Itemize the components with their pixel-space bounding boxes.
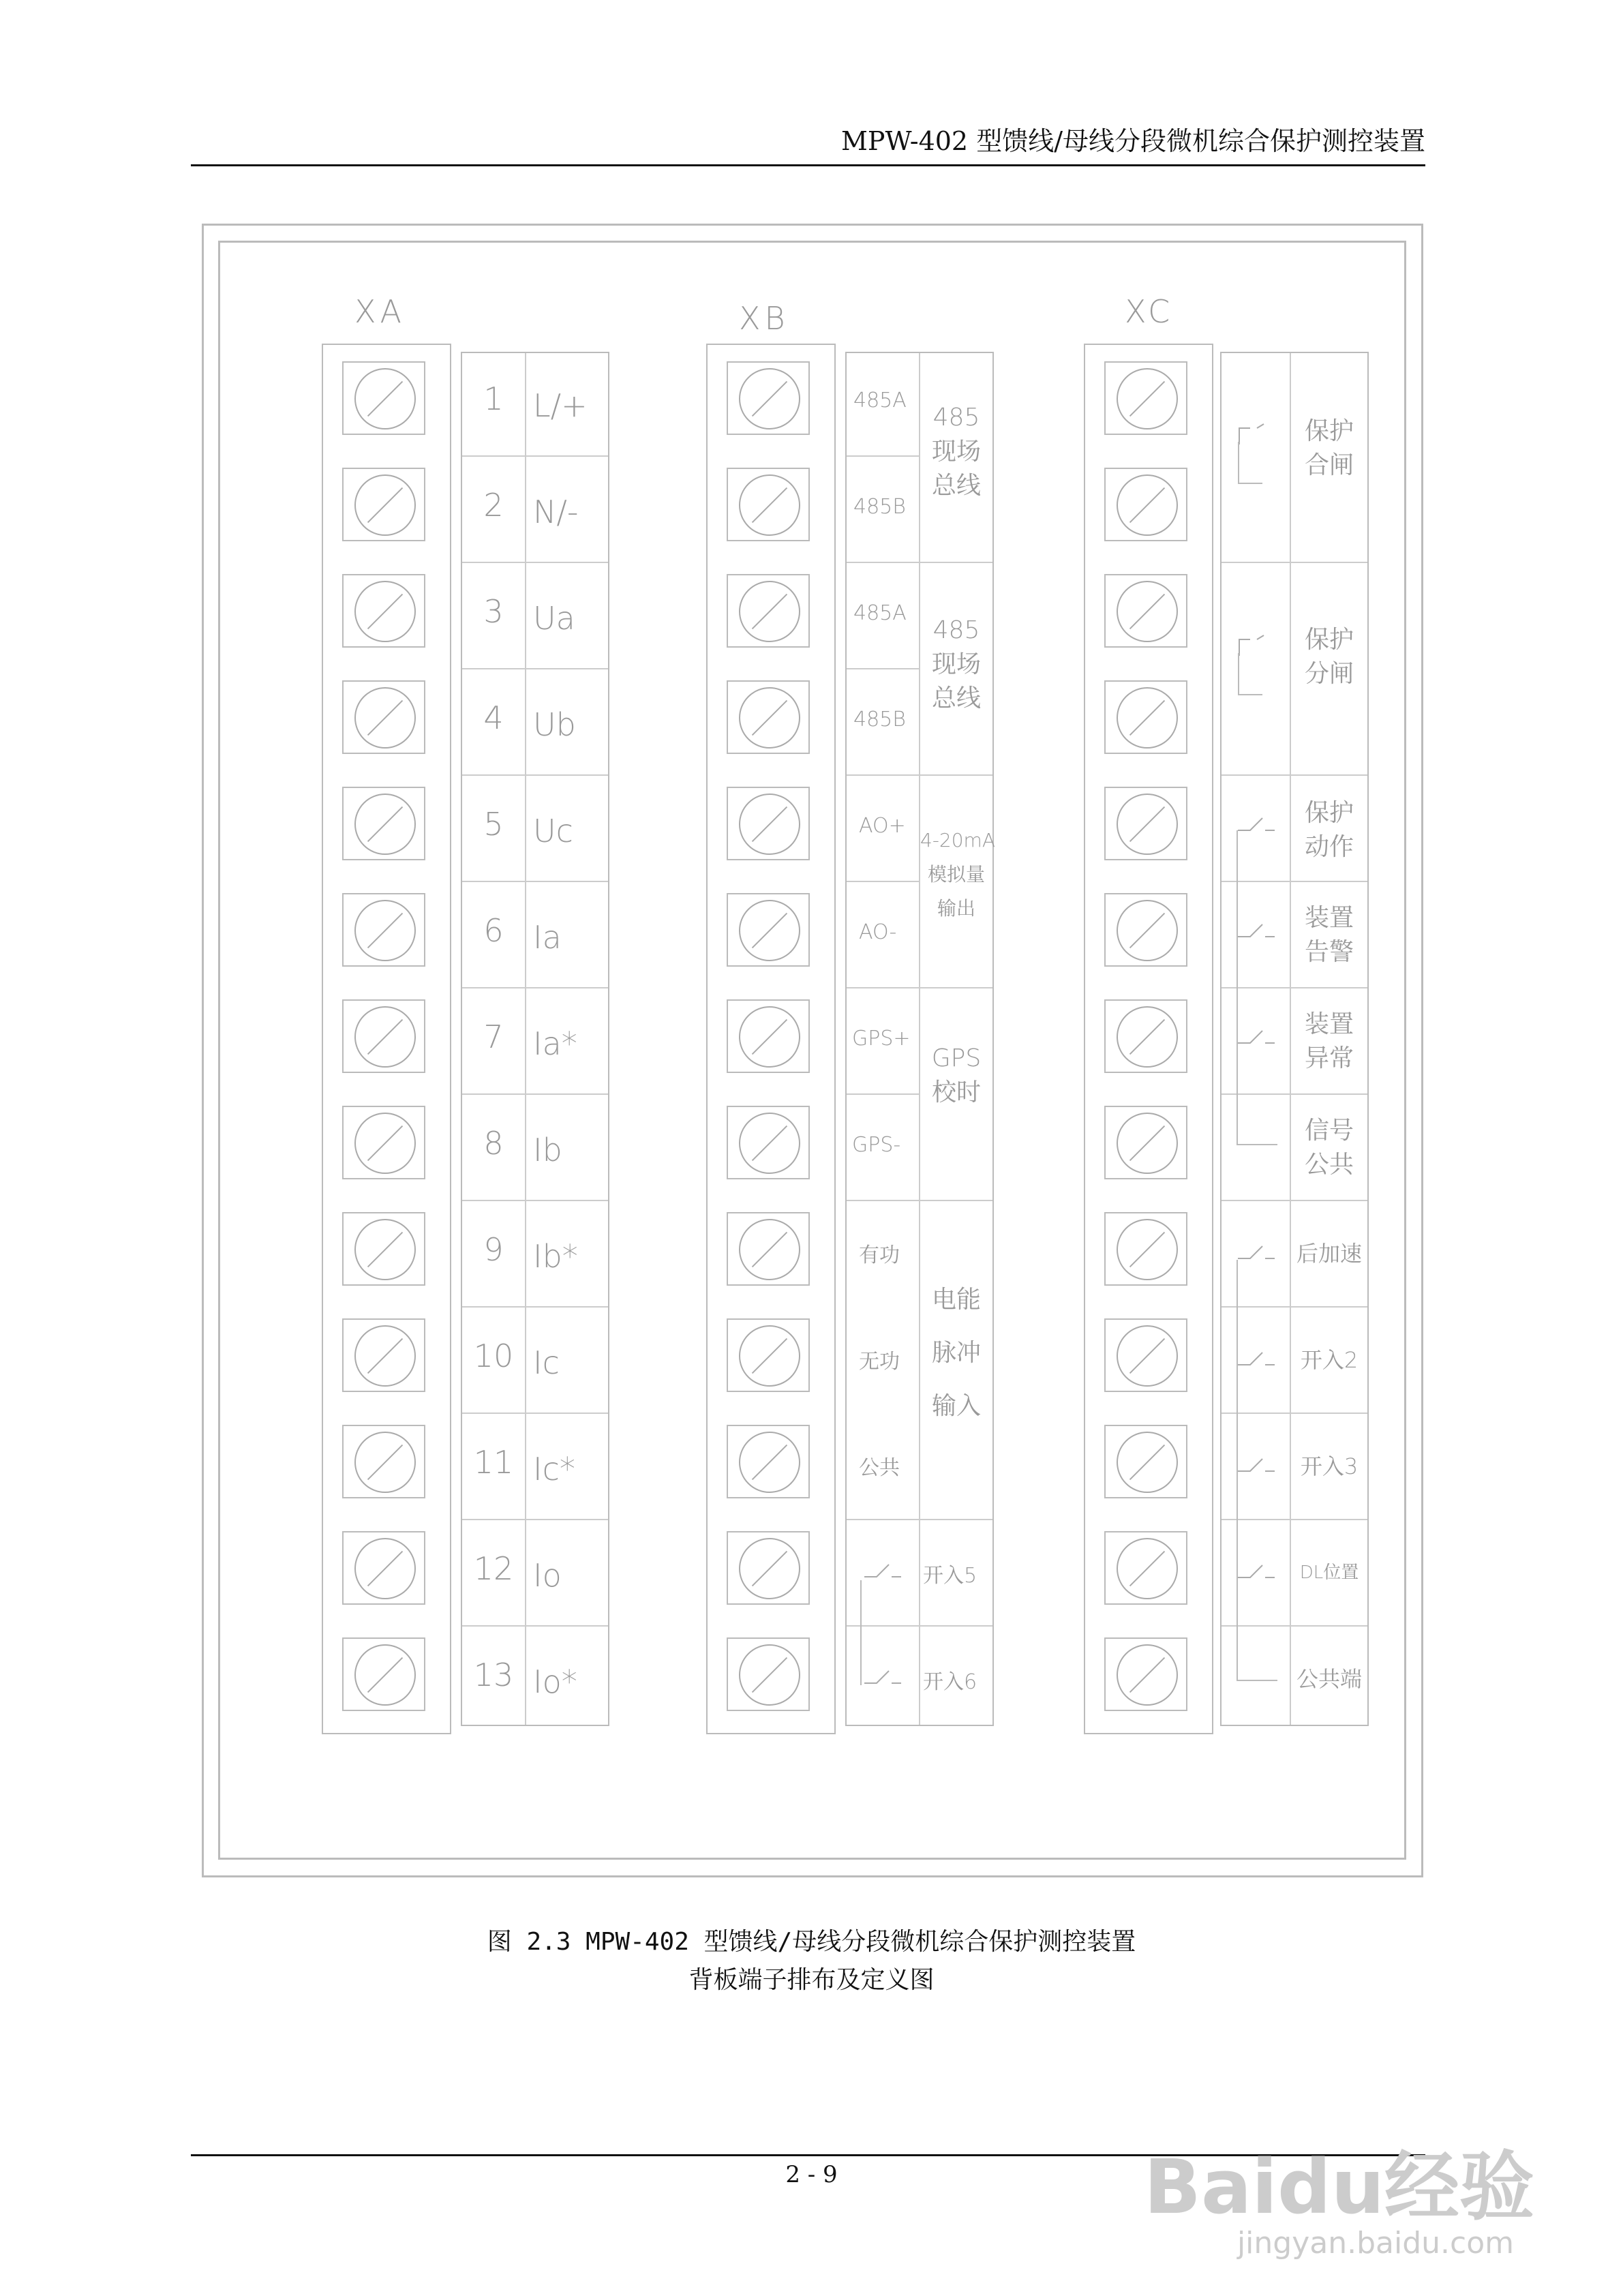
terminal-signal: 485A (853, 601, 907, 625)
screw-icon (739, 368, 800, 429)
group-label: 电能 脉冲 输入 (931, 1286, 981, 1420)
terminal-screw (1104, 1637, 1187, 1711)
signal-label: DL位置 (1299, 1562, 1359, 1583)
screw-icon (354, 1325, 416, 1387)
terminal-signal: 有功 (859, 1243, 900, 1267)
terminal-screw (727, 787, 810, 860)
xa-title: XA (354, 293, 406, 330)
screw-icon (1117, 687, 1178, 749)
terminal-screw (727, 999, 810, 1073)
xa-screw-column (322, 344, 451, 1734)
terminal-screw (342, 893, 425, 967)
screw-icon (739, 687, 800, 749)
terminal-signal: Ua (533, 600, 575, 637)
terminal-screw (727, 1212, 810, 1286)
terminal-screw (1104, 1318, 1187, 1392)
terminal-screw (1104, 680, 1187, 754)
relay-contact-icon (1235, 810, 1276, 837)
screw-icon (354, 1432, 416, 1493)
screw-icon (354, 368, 416, 429)
group-label: GPS 校时 (931, 1044, 982, 1106)
terminal-screw (1104, 787, 1187, 860)
screw-icon (354, 900, 416, 961)
terminal-signal: Ic* (533, 1451, 575, 1487)
terminal-signal: Io (533, 1557, 562, 1594)
screw-icon (739, 581, 800, 642)
screw-icon (739, 1113, 800, 1174)
signal-label: 装置 异常 (1304, 1010, 1354, 1072)
signal-label: 后加速 (1296, 1241, 1362, 1267)
screw-icon (1117, 1644, 1178, 1706)
terminal-signal: Ib* (533, 1238, 578, 1275)
screw-icon (354, 687, 416, 749)
terminal-signal: AO- (859, 920, 897, 944)
screw-icon (354, 794, 416, 855)
terminal-screw (727, 680, 810, 754)
terminal-signal: 485A (853, 389, 907, 412)
terminal-number: 11 (473, 1444, 514, 1481)
terminal-screw (342, 574, 425, 648)
terminal-screw (727, 574, 810, 648)
terminal-screw (342, 1212, 425, 1286)
page-header (191, 119, 1425, 166)
signal-label: 信号 公共 (1304, 1117, 1354, 1179)
terminal-signal: 开入6 (923, 1670, 977, 1694)
xb-screw-column (706, 344, 836, 1734)
terminal-screw (1104, 893, 1187, 967)
terminal-signal: Ib (533, 1132, 562, 1168)
terminal-signal: Ub (533, 706, 576, 743)
screw-icon (1117, 794, 1178, 855)
terminal-signal: Ia* (533, 1025, 577, 1062)
group-label: 485 现场 总线 (931, 616, 981, 712)
terminal-signal: AO+ (859, 814, 906, 838)
xa-label-column (461, 352, 609, 1726)
group-label: 4-20mA 模拟量 输出 (920, 829, 995, 920)
terminal-screw (342, 468, 425, 541)
terminal-number: 12 (473, 1550, 514, 1587)
terminal-screw (727, 1318, 810, 1392)
terminal-number: 13 (473, 1657, 514, 1693)
watermark-logo: Baidu经验 (1144, 2143, 1534, 2231)
terminal-signal: 485B (853, 708, 906, 731)
terminal-number: 7 (483, 1018, 504, 1055)
terminal-signal: 485B (853, 495, 906, 519)
signal-label: 保护 分闸 (1304, 626, 1354, 688)
terminal-screw (727, 1531, 810, 1605)
signal-label: 保护 合闸 (1304, 417, 1354, 479)
terminal-number: 6 (483, 912, 504, 949)
relay-contact-icon (1235, 916, 1276, 943)
terminal-screw (342, 1531, 425, 1605)
terminal-screw (1104, 1425, 1187, 1498)
terminal-number: 1 (483, 380, 504, 417)
terminal-number: 9 (483, 1231, 504, 1268)
terminal-screw (1104, 361, 1187, 435)
screw-icon (739, 1432, 800, 1493)
terminal-screw (1104, 999, 1187, 1073)
terminal-screw (342, 999, 425, 1073)
terminal-screw (342, 1106, 425, 1179)
relay-contact-icon (1235, 1238, 1276, 1265)
figure-caption-line2: 背板端子排布及定义图 (688, 1966, 935, 1994)
terminal-screw (1104, 468, 1187, 541)
screw-icon (739, 794, 800, 855)
xc-title: XC (1125, 293, 1174, 330)
signal-label: 保护 动作 (1304, 799, 1354, 861)
switch-contact-icon (862, 1663, 902, 1690)
terminal-signal: GPS+ (852, 1027, 911, 1051)
terminal-number: 4 (483, 699, 504, 736)
terminal-signal: 无功 (859, 1350, 900, 1374)
screw-icon (354, 1219, 416, 1280)
figure-caption-line1: 图 2.3 MPW-402 型馈线/母线分段微机综合保护测控装置 (487, 1928, 1136, 1956)
xb-title: XB (739, 300, 789, 337)
screw-icon (1117, 368, 1178, 429)
screw-icon (354, 1538, 416, 1599)
screw-icon (1117, 1006, 1178, 1068)
terminal-screw (727, 1637, 810, 1711)
screw-icon (739, 474, 800, 536)
terminal-number: 8 (483, 1125, 504, 1162)
relay-contact-icon (1235, 1451, 1276, 1478)
signal-label: 公共端 (1296, 1666, 1362, 1692)
signal-label: 开入3 (1300, 1453, 1359, 1479)
terminal-screw (727, 361, 810, 435)
terminal-number: 10 (473, 1338, 514, 1374)
terminal-screw (342, 1318, 425, 1392)
screw-icon (1117, 581, 1178, 642)
terminal-screw (342, 680, 425, 754)
terminal-signal: Ia (533, 919, 562, 956)
xc-label-column (1220, 352, 1369, 1726)
signal-label: 开入2 (1300, 1347, 1359, 1373)
screw-icon (1117, 474, 1178, 536)
screw-icon (1117, 900, 1178, 961)
screw-icon (1117, 1538, 1178, 1599)
terminal-screw (342, 1637, 425, 1711)
relay-contact-icon (1237, 633, 1277, 660)
header-title: MPW-402 型馈线/母线分段微机综合保护测控装置 (840, 126, 1425, 156)
xc-screw-column (1084, 344, 1213, 1734)
terminal-signal: 开入5 (923, 1564, 977, 1588)
screw-icon (354, 474, 416, 536)
screw-icon (739, 1538, 800, 1599)
terminal-signal: Ic (533, 1344, 560, 1381)
terminal-signal: 公共 (859, 1456, 900, 1480)
terminal-screw (1104, 1106, 1187, 1179)
screw-icon (1117, 1325, 1178, 1387)
terminal-signal: Io* (533, 1663, 577, 1700)
screw-icon (354, 1006, 416, 1068)
screw-icon (739, 1325, 800, 1387)
terminal-screw (727, 1425, 810, 1498)
screw-icon (739, 1219, 800, 1280)
xb-label-column (845, 352, 994, 1726)
screw-icon (739, 1006, 800, 1068)
screw-icon (354, 581, 416, 642)
relay-contact-icon (1235, 1557, 1276, 1584)
terminal-signal: Uc (533, 813, 573, 849)
terminal-signal: GPS- (852, 1133, 901, 1157)
terminal-screw (342, 361, 425, 435)
screw-icon (1117, 1219, 1178, 1280)
screw-icon (1117, 1432, 1178, 1493)
screw-icon (1117, 1113, 1178, 1174)
switch-contact-icon (862, 1556, 902, 1584)
terminal-number: 2 (483, 487, 504, 524)
page-number: 2 - 9 (785, 2161, 838, 2188)
relay-contact-icon (1235, 1344, 1276, 1372)
relay-contact-icon (1235, 1023, 1276, 1050)
screw-icon (354, 1113, 416, 1174)
terminal-number: 5 (483, 806, 504, 843)
watermark-url: jingyan.baidu.com (1237, 2226, 1514, 2261)
screw-icon (739, 1644, 800, 1706)
relay-contact-icon (1237, 421, 1277, 449)
terminal-screw (1104, 1212, 1187, 1286)
terminal-signal: N/- (533, 494, 579, 530)
signal-label: 装置 告警 (1304, 904, 1354, 966)
terminal-screw (727, 893, 810, 967)
group-label: 485 现场 总线 (931, 404, 981, 500)
terminal-signal: L/+ (533, 387, 588, 424)
terminal-screw (342, 1425, 425, 1498)
terminal-screw (727, 1106, 810, 1179)
terminal-number: 3 (483, 593, 504, 630)
terminal-screw (1104, 1531, 1187, 1605)
terminal-screw (727, 468, 810, 541)
screw-icon (739, 900, 800, 961)
terminal-screw (342, 787, 425, 860)
terminal-screw (1104, 574, 1187, 648)
screw-icon (354, 1644, 416, 1706)
